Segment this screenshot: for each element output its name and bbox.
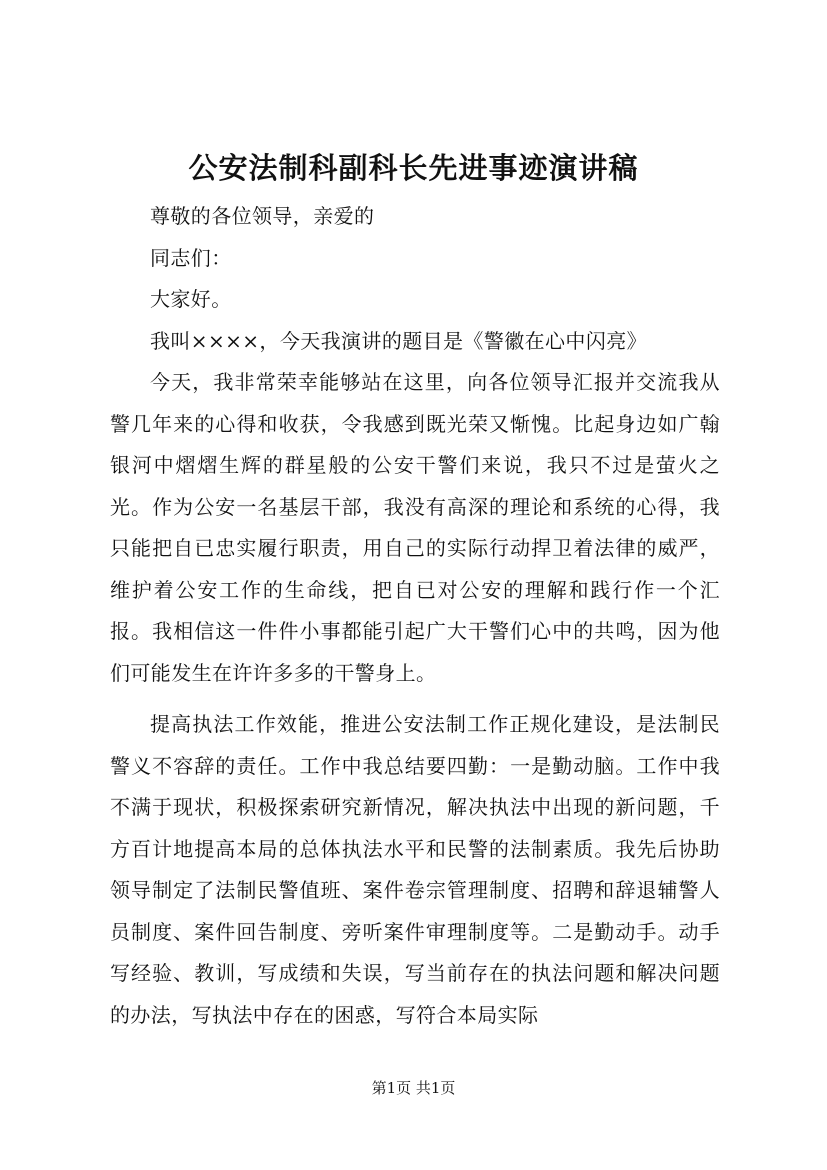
body-paragraph-1: 今天，我非常荣幸能够站在这里，向各位领导汇报并交流我从警几年来的心得和收获，令我感到既光荣又惭愧。比起身边如广翰银河中熠熠生辉的群星般的公安干警们来说，我只不过是萤火之光。作为公安一名基层干部，我没有高深的理论和系统的心得，我只能把自已忠实履行职责，用自己的实际行动捍卫着法律的威严，维护着公安工作的生命线，把自已对公安的理解和践行作一个汇报。我相信这一件件小事都能引起广大干警们心中的共鸣，因为他们可能发生在许许多多的干警身上。 [110,370,720,685]
page-footer: 第1页 共1页 [371,1079,456,1097]
document-title: 公安法制科副科长先进事迹演讲稿 [188,151,639,185]
intro-paragraph: 我叫××××，今天我演讲的题目是《警徽在心中闪亮》 [150,328,648,353]
greeting-paragraph: 大家好。 [150,287,232,311]
salutation-line-1: 尊敬的各位领导，亲爱的 [150,204,375,228]
document-body [110,196,720,1036]
salutation-line-2: 同志们： [150,245,232,270]
body-paragraph-2: 提高执法工作效能，推进公安法制工作正规化建设，是法制民警义不容辞的责任。工作中我总结要四勤：一是勤动脑。工作中我不满于现状，积极探索研究新情况，解决执法中出现的新问题，千方百计地提高本局的总体执法水平和民警的法制素质。我先后协助领导制定了法制民警值班、案件卷宗管理制度、招聘和辞退辅警人员制度、案件回告制度、旁听案件审理制度等。二是勤动手。动手写经验、教训，写成绩和失误，写当前存在的执法问题和解决问题的办法，写执法中存在的困惑，写符合本局实际 [110,712,720,1027]
